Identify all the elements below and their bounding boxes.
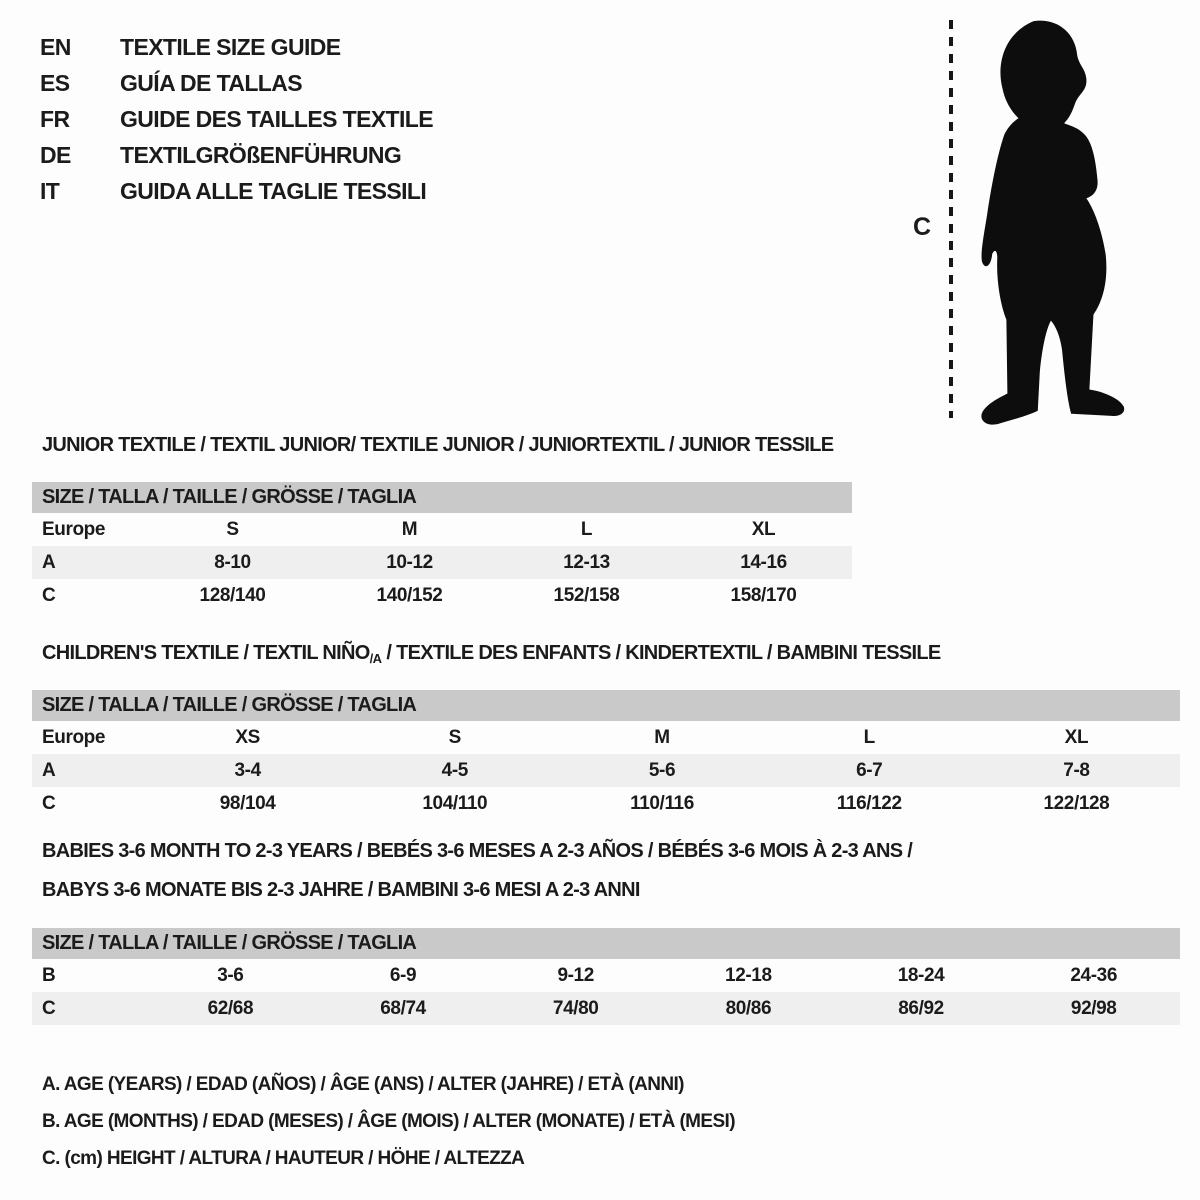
lang-code: EN [40, 33, 71, 60]
junior-size-table [32, 482, 852, 612]
table-cell: 6-7 [856, 759, 883, 781]
guide-title-en: TEXTILE SIZE GUIDE [120, 33, 341, 60]
language-title-list [40, 29, 433, 209]
table-cell: 6-9 [389, 964, 417, 986]
row-label: A [42, 551, 56, 573]
table-cell: 5-6 [648, 759, 676, 781]
lang-row-fr [40, 101, 433, 137]
guide-title-fr: GUIDE DES TAILLES TEXTILE [120, 105, 433, 132]
table-row-height [32, 992, 1180, 1025]
lang-code: FR [40, 105, 70, 132]
size-header-label: SIZE / TALLA / TAILLE / GRÖSSE / TAGLIA [42, 694, 417, 716]
table-cell: L [863, 726, 875, 748]
row-label: C [42, 584, 56, 606]
row-label: Europe [42, 518, 106, 540]
children-section-title [42, 642, 941, 665]
row-label: Europe [42, 726, 106, 748]
table-cell: 110/116 [630, 792, 694, 814]
table-cell: M [654, 726, 670, 748]
table-cell: 86/92 [898, 997, 944, 1019]
table-cell: 104/110 [422, 792, 488, 814]
table-cell: 8-10 [214, 551, 251, 573]
table-row-europe [32, 513, 852, 546]
table-cell: 140/152 [376, 584, 443, 606]
lang-row-en [40, 29, 433, 65]
table-row-height [32, 787, 1180, 820]
table-row-age-months [32, 959, 1180, 992]
legend-line-a: A. AGE (YEARS) / EDAD (AÑOS) / ÂGE (ANS) / ALTER (JAHRE) / ETÀ (ANNI) [42, 1074, 684, 1095]
junior-section-title: JUNIOR TEXTILE / TEXTIL JUNIOR/ TEXTILE JUNIOR / JUNIORTEXTIL / JUNIOR TESSILE [42, 434, 834, 456]
babies-section-title [42, 832, 912, 910]
lang-row-de [40, 137, 433, 173]
lang-code: DE [40, 141, 71, 168]
lang-code: ES [40, 69, 70, 96]
table-cell: XS [235, 726, 260, 748]
size-header-label: SIZE / TALLA / TAILLE / GRÖSSE / TAGLIA [42, 932, 417, 954]
table-cell: 24-36 [1070, 964, 1117, 986]
babies-size-table [32, 928, 1180, 1025]
lang-row-it [40, 173, 433, 209]
table-cell: 158/170 [730, 584, 797, 606]
table-cell: 152/158 [553, 584, 620, 606]
size-header-bar [32, 928, 1180, 959]
table-cell: 9-12 [557, 964, 594, 986]
guide-title-de: TEXTILGRÖßENFÜHRUNG [120, 141, 402, 168]
table-cell: 3-6 [217, 964, 244, 986]
children-title-sub: /A [369, 651, 382, 666]
row-label: C [42, 792, 56, 814]
measure-label-c: C [913, 213, 932, 241]
table-cell: 128/140 [199, 584, 266, 606]
table-cell: XL [751, 518, 776, 540]
lang-row-es [40, 65, 433, 101]
table-cell: 74/80 [552, 997, 599, 1019]
table-cell: 122/128 [1043, 792, 1110, 814]
table-cell: 4-5 [441, 759, 468, 781]
table-cell: S [226, 518, 239, 540]
table-cell: 80/86 [725, 997, 772, 1019]
babies-title-line1: BABIES 3-6 MONTH TO 2-3 YEARS / BEBÉS 3-6 MESES A 2-3 AÑOS / BÉBÉS 3-6 MOIS À 2-3 ANS / [42, 840, 913, 862]
table-cell: M [401, 518, 418, 540]
legend-line-b: B. AGE (MONTHS) / EDAD (MESES) / ÂGE (MOIS) / ALTER (MONATE) / ETÀ (MESI) [42, 1111, 735, 1132]
children-title-part2: / TEXTILE DES ENFANTS / KINDERTEXTIL / BAMBINI TESSILE [381, 642, 941, 664]
height-measure-figure [905, 10, 1200, 435]
table-cell: 62/68 [207, 997, 254, 1019]
table-cell: 116/122 [836, 792, 902, 814]
table-cell: 92/98 [1070, 997, 1117, 1019]
guide-title-it: GUIDA ALLE TAGLIE TESSILI [120, 177, 427, 204]
row-label: B [42, 964, 56, 986]
table-cell: 18-24 [897, 964, 945, 986]
size-header-bar [32, 482, 852, 513]
dashed-measure-line [949, 20, 953, 418]
table-row-age [32, 754, 1180, 787]
table-cell: 12-13 [563, 551, 610, 573]
guide-title-es: GUÍA DE TALLAS [120, 69, 302, 96]
table-cell: 68/74 [380, 997, 426, 1019]
size-header-label: SIZE / TALLA / TAILLE / GRÖSSE / TAGLIA [42, 486, 417, 508]
legend [42, 1066, 735, 1177]
row-label: C [42, 997, 56, 1019]
children-size-table [32, 690, 1180, 820]
size-header-bar [32, 690, 1180, 721]
table-cell: S [448, 726, 461, 748]
table-cell: 7-8 [1063, 759, 1090, 781]
table-row-height [32, 579, 852, 612]
lang-code: IT [40, 177, 60, 204]
toddler-silhouette-icon [969, 15, 1145, 430]
table-cell: XL [1064, 726, 1089, 748]
table-cell: 3-4 [234, 759, 261, 781]
table-cell: 14-16 [740, 551, 787, 573]
table-row-europe [32, 721, 1180, 754]
row-label: A [42, 759, 56, 781]
table-cell: L [580, 518, 593, 540]
table-cell: 12-18 [725, 964, 772, 986]
babies-title-line2: BABYS 3-6 MONATE BIS 2-3 JAHRE / BAMBINI 3-6 MESI A 2-3 ANNI [42, 879, 640, 901]
table-cell: 98/104 [219, 792, 276, 814]
children-title-part1: CHILDREN'S TEXTILE / TEXTIL NIÑO [42, 642, 370, 664]
table-cell: 10-12 [386, 551, 433, 573]
table-row-age [32, 546, 852, 579]
legend-line-c: C. (cm) HEIGHT / ALTURA / HAUTEUR / HÖHE / ALTEZZA [42, 1148, 525, 1169]
